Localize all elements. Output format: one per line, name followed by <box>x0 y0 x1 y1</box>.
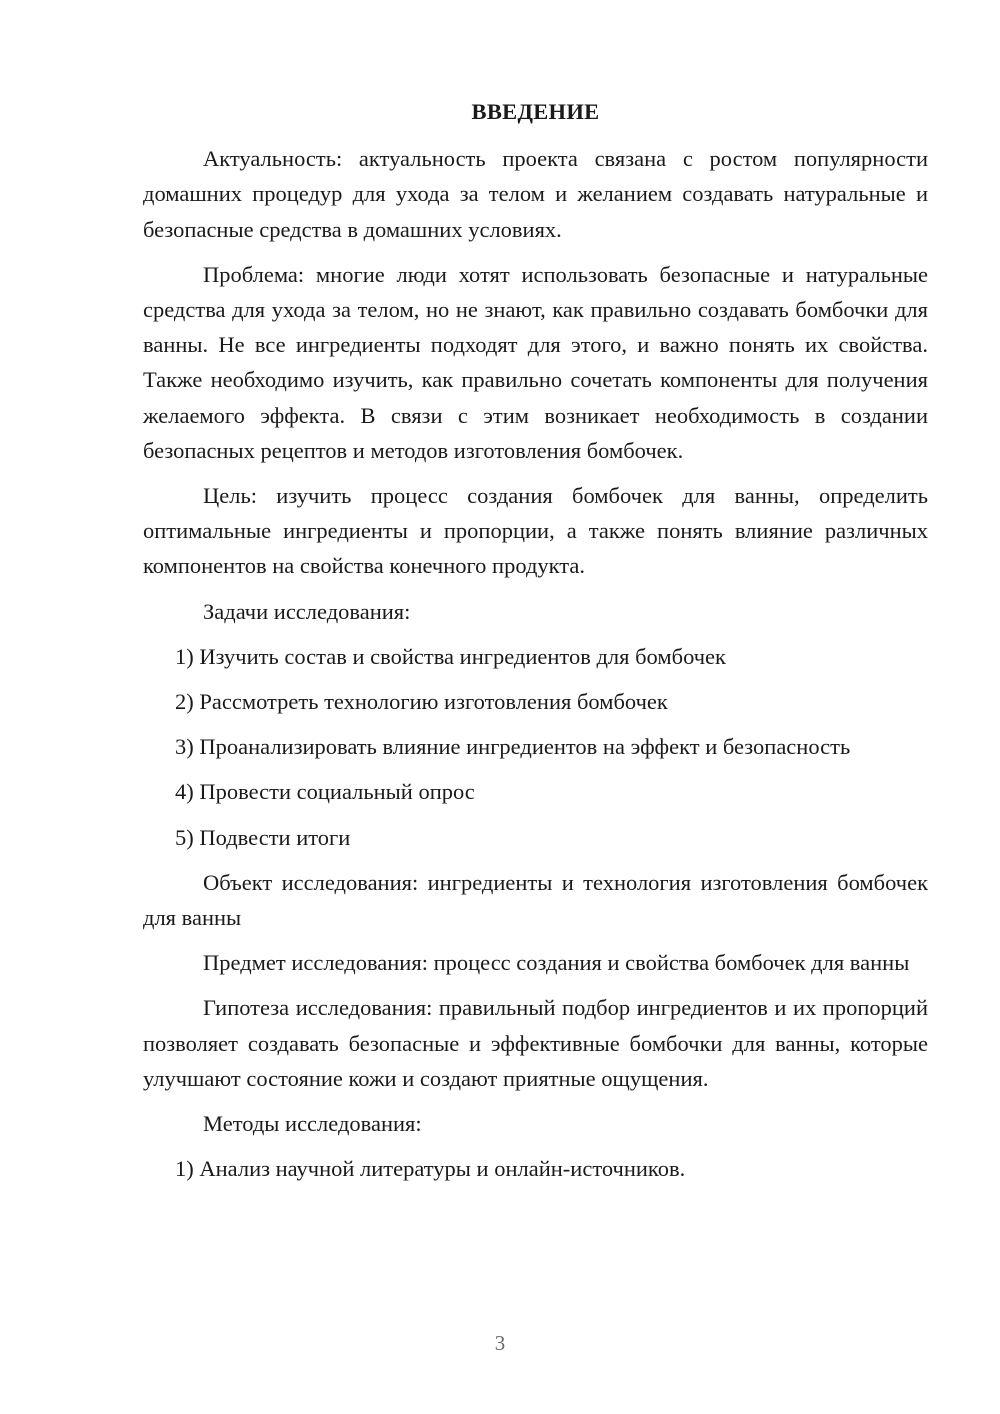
methods-list <box>143 1151 928 1186</box>
goal-paragraph: Цель: изучить процесс создания бомбочек для ванны, определить оптимальные ингредиенты и пропорции, а также понять влияние различных компонентов на свойства конечного продукта. <box>143 483 928 579</box>
object-paragraph: Объект исследования: ингредиенты и технология изготовления бомбочек для ванны <box>143 869 928 931</box>
page-content <box>143 94 928 1196</box>
list-item: 4) Провести социальный опрос <box>175 779 475 805</box>
relevance-paragraph: Актуальность: актуальность проекта связана с ростом популярности домашних процедур для ухода за телом и желанием создавать натуральные и безопасные средства в домашних условиях. <box>143 146 928 242</box>
list-item: 1) Изучить состав и свойства ингредиентов для бомбочек <box>175 643 726 669</box>
list-item: 3) Проанализировать влияние ингредиентов на эффект и безопасность <box>175 734 851 760</box>
tasks-list <box>143 639 928 855</box>
methods-title: Методы исследования: <box>203 1111 422 1137</box>
list-item: 2) Рассмотреть технологию изготовления бомбочек <box>175 689 668 715</box>
problem-paragraph: Проблема: многие люди хотят использовать безопасные и натуральные средства для ухода за телом, но не знают, как правильно создавать бомбочки для ванны. Не все ингредиенты подходят для этого, и важно понять их свойства. Также необходимо изучить, как правильно сочетать компоненты для получения желаемого эффекта. В связи с этим возникает необходимость в создании безопасных рецептов и методов изготовления бомбочек. <box>143 261 928 463</box>
tasks-title: Задачи исследования: <box>203 598 411 624</box>
section-heading: ВВЕДЕНИЕ <box>471 99 600 124</box>
page-number: 3 <box>494 1331 506 1355</box>
list-item: 5) Подвести итоги <box>175 824 351 850</box>
list-item: 1) Анализ научной литературы и онлайн-источников. <box>175 1156 686 1182</box>
hypothesis-paragraph: Гипотеза исследования: правильный подбор ингредиентов и их пропорций позволяет создавать безопасные и эффективные бомбочки для ванны, которые улучшают состояние кожи и создают приятные ощущения. <box>143 995 928 1091</box>
subject-paragraph: Предмет исследования: процесс создания и свойства бомбочек для ванны <box>203 950 910 976</box>
